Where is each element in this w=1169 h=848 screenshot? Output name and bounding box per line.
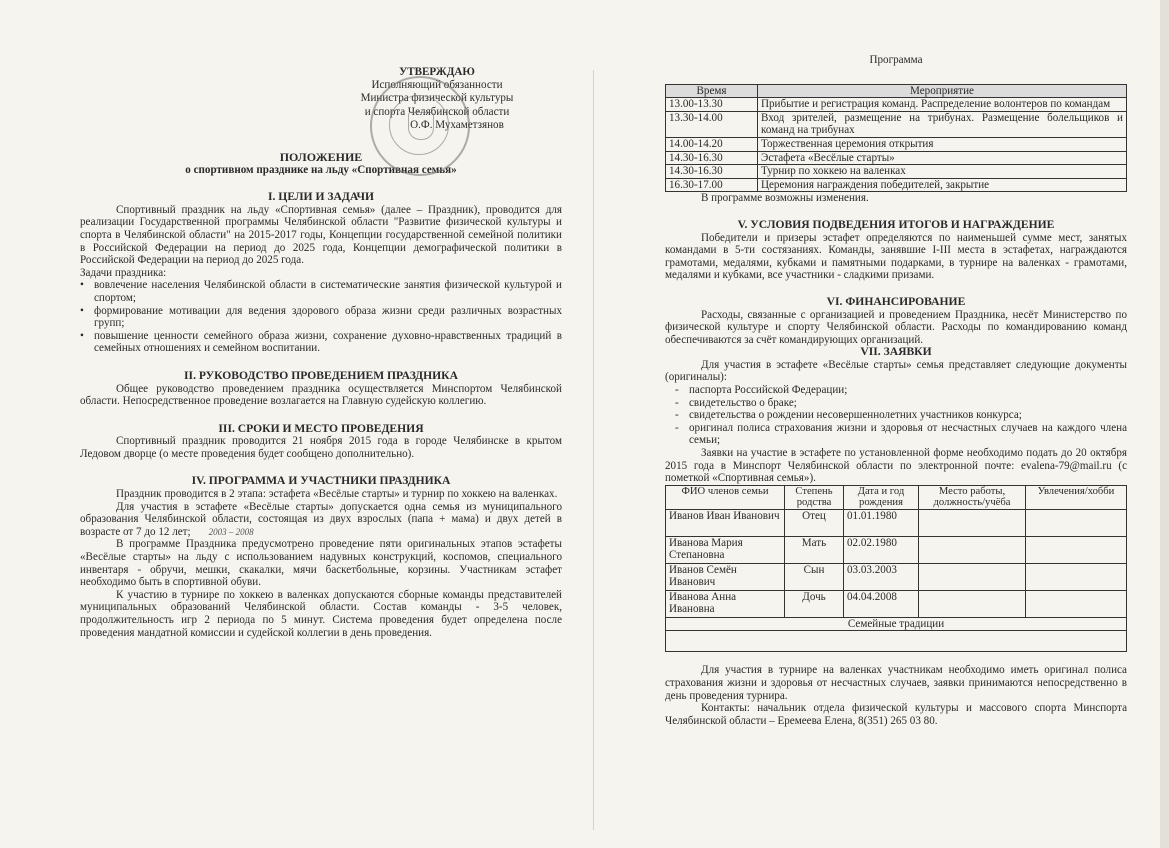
- time-cell: 13.00-13.30: [666, 98, 758, 112]
- event-cell: Церемония награждения победителей, закрытие: [758, 178, 1127, 192]
- birth-cell: 02.02.1980: [844, 536, 919, 563]
- paragraph: Спортивный праздник на льду «Спортивная семья» (далее – Праздник), проводится для реализации Государственной программы Челябинской области "Развитие физической культуры и спорта в Челябинской области" на 2015-2017 годы, Концепции государственной семейной политики в Российской Федерации на период до 2025 года, Концепции демографической политики в Российской Федерации на период до 2025 года.: [80, 203, 562, 267]
- official-seal: [370, 76, 470, 176]
- tasks-label: Задачи праздника:: [80, 266, 167, 279]
- paragraph: Расходы, связанные с организацией и проведением Праздника, несёт Министерство по физической культуре и спорту Челябинской области. Расходы по командированию команд обеспечиваются за счёт командирующих организаций.: [665, 308, 1127, 346]
- paragraph: Контакты: начальник отдела физической культуры и массового спорта Минспорта Челябинской области – Еремеева Елена, 8(351) 265 03 80.: [665, 702, 1127, 727]
- list-item: • формирование мотивации для ведения здорового образа жизни среди различных возрастных групп;: [94, 305, 562, 330]
- table-row: [666, 151, 1127, 165]
- work-cell: [919, 563, 1026, 590]
- approval-line: Министра физической культуры: [360, 92, 514, 105]
- approval-signature: О.Ф. Мухаметзянов: [410, 118, 504, 131]
- hobby-cell: [1026, 536, 1127, 563]
- event-cell: Прибытие и регистрация команд. Распределение волонтеров по командам: [758, 98, 1127, 112]
- paragraph: [80, 501, 562, 539]
- paragraph: В программе Праздника предусмотрено проведение пяти оригинальных этапов эстафеты «Весёлые старты» на льду с использованием надувных конструкций, коспомов, специального инвентаря - обручи, мешки, скакалки, мячи баскетбольные, корзины. Участникам эстафет необходимо быть в спортивной обуви.: [80, 538, 562, 589]
- table-header-row: [666, 84, 1127, 98]
- section-heading: VI. ФИНАНСИРОВАНИЕ: [826, 294, 966, 308]
- paragraph: Спортивный праздник проводится 21 ноября 2015 года в городе Челябинске в крытом Ледовом дворце (о месте проведения будет сообщено дополнительно).: [80, 435, 562, 460]
- program-note: В программе возможны изменения.: [701, 192, 869, 205]
- scan-edge: [1160, 0, 1169, 848]
- page-fold-line: [593, 70, 594, 830]
- table-row: [666, 178, 1127, 192]
- table-row: [666, 98, 1127, 112]
- documents-list: [665, 384, 1127, 447]
- birth-cell: 03.03.2003: [844, 563, 919, 590]
- time-cell: 16.30-17.00: [666, 178, 758, 192]
- section-heading: IV. ПРОГРАММА И УЧАСТНИКИ ПРАЗДНИКА: [191, 474, 451, 488]
- family-application-table: [665, 485, 1127, 653]
- section-heading: V. УСЛОВИЯ ПОДВЕДЕНИЯ ИТОГОВ И НАГРАЖДЕНИЕ: [737, 217, 1055, 231]
- table-row: [666, 563, 1127, 590]
- relation-cell: Сын: [785, 563, 844, 590]
- birth-cell: 01.01.1980: [844, 509, 919, 536]
- table-row: [666, 631, 1127, 652]
- approval-line: Исполняющий обязанности: [371, 79, 503, 92]
- event-cell: Вход зрителей, размещение на трибунах. Размещение болельщиков и команд на трибунах: [758, 111, 1127, 137]
- program-table: [665, 84, 1127, 193]
- relation-cell: Отец: [785, 509, 844, 536]
- table-row: [666, 509, 1127, 536]
- paragraph: Для участия в турнире на валенках участникам необходимо иметь оригинал полиса страхования жизни и здоровья от несчастных случаев, заявки принимаются непосредственно в день проведения турнира.: [665, 664, 1127, 702]
- section-heading: II. РУКОВОДСТВО ПРОВЕДЕНИЕМ ПРАЗДНИКА: [184, 368, 458, 382]
- approval-title: УТВЕРЖДАЮ: [399, 66, 475, 78]
- paragraph: Заявки на участие в эстафете по установленной форме необходимо подать до 20 октября 2015 года в Минспорт Челябинской области по электронной почте: evalena-79@mail.ru (с пометкой «Спортивная семья»).: [665, 447, 1127, 485]
- paragraph: Победители и призеры эстафет определяются по наименьшей сумме мест, занятых командами в 5-ти состязаниях. Команды, занявшие I-III места в эстафетах, награждаются грамотами, медалями, кубками и памятными подарками, в турнире на валенках - грамотами, медалями и кубками, все участники - сладкими призами.: [665, 231, 1127, 282]
- work-cell: [919, 590, 1026, 617]
- column-header: Мероприятие: [758, 84, 1127, 98]
- relation-cell: Дочь: [785, 590, 844, 617]
- event-cell: Торжественная церемония открытия: [758, 137, 1127, 151]
- section-heading: I. ЦЕЛИ И ЗАДАЧИ: [268, 190, 374, 204]
- table-header-row: [666, 485, 1127, 509]
- paragraph: Общее руководство проведением праздника осуществляется Минспортом Челябинской области. Непосредственное проведение возлагается на Главную судейскую коллегию.: [80, 382, 562, 408]
- section-heading: VII. ЗАЯВКИ: [860, 345, 932, 359]
- program-title: Программа: [869, 54, 923, 66]
- paragraph: Праздник проводится в 2 этапа: эстафета «Весёлые старты» и турнир по хоккею на валенках.: [116, 488, 558, 501]
- name-cell: Иванова Анна Ивановна: [666, 590, 785, 617]
- column-header: ФИО членов семьи: [666, 485, 785, 509]
- event-cell: Турнир по хоккею на валенках: [758, 165, 1127, 179]
- table-row: [666, 590, 1127, 617]
- table-row: [666, 165, 1127, 179]
- name-cell: Иванова Мария Степановна: [666, 536, 785, 563]
- column-header: Увлечения/хобби: [1026, 485, 1127, 509]
- event-cell: Эстафета «Весёлые старты»: [758, 151, 1127, 165]
- table-row: [666, 111, 1127, 137]
- table-row: [666, 536, 1127, 563]
- hobby-cell: [1026, 509, 1127, 536]
- time-cell: 14.00-14.20: [666, 137, 758, 151]
- work-cell: [919, 509, 1026, 536]
- table-row: [666, 617, 1127, 631]
- tasks-list: [80, 279, 562, 355]
- birth-cell: 04.04.2008: [844, 590, 919, 617]
- name-cell: Иванов Семён Иванович: [666, 563, 785, 590]
- list-item: - паспорта Российской Федерации;: [689, 384, 1127, 397]
- column-header: Время: [666, 84, 758, 98]
- hobby-cell: [1026, 563, 1127, 590]
- traditions-header: Семейные традиции: [666, 617, 1127, 631]
- hobby-cell: [1026, 590, 1127, 617]
- table-row: [666, 137, 1127, 151]
- document-title: ПОЛОЖЕНИЕ: [279, 150, 363, 165]
- paragraph: К участию в турнире по хоккею в валенках допускаются сборные команды представителей муниципальных образований Челябинской области. Состав команды - 3-5 человек, продолжительность игр 2 периода по 5 минут. Система проведения будет определена после проведения мандатной комиссии и судейской коллегии в день проведения.: [80, 588, 562, 639]
- document-subtitle: о спортивном празднике на льду «Спортивная семья»: [185, 163, 457, 176]
- time-cell: 14.30-16.30: [666, 165, 758, 179]
- traditions-cell: [666, 631, 1127, 652]
- time-cell: 13.30-14.00: [666, 111, 758, 137]
- coat-of-arms-icon: [408, 112, 434, 140]
- column-header: Степень родства: [785, 485, 844, 509]
- time-cell: 14.30-16.30: [666, 151, 758, 165]
- list-item: • повышение ценности семейного образа жизни, сохранение духовно-нравственных традиций в семейных отношениях и семейном воспитании.: [94, 330, 562, 355]
- paragraph-text: Для участия в эстафете «Весёлые старты» допускается одна семья из муниципального образования Челябинской области, состоящая из двух взрослых (папа + мама) и двух детей в возрасте от 7 до 12 лет;: [80, 500, 562, 538]
- work-cell: [919, 536, 1026, 563]
- name-cell: Иванов Иван Иванович: [666, 509, 785, 536]
- column-header: Место работы, должность/учёба: [919, 485, 1026, 509]
- list-item: - оригинал полиса страхования жизни и здоровья от несчастных случаев на каждого члена семьи;: [689, 422, 1127, 447]
- paragraph: Для участия в эстафете «Весёлые старты» семья представляет следующие документы (оригиналы):: [665, 358, 1127, 384]
- left-page: [80, 66, 562, 639]
- column-header: Дата и год рождения: [844, 485, 919, 509]
- handwritten-note: 2003 – 2008: [208, 526, 254, 537]
- relation-cell: Мать: [785, 536, 844, 563]
- list-item: - свидетельства о рождении несовершеннолетних участников конкурса;: [689, 409, 1127, 422]
- list-item: • вовлечение населения Челябинской области в систематические занятия физической культурой и спортом;: [94, 279, 562, 304]
- list-item: - свидетельство о браке;: [689, 397, 1127, 410]
- section-heading: III. СРОКИ И МЕСТО ПРОВЕДЕНИЯ: [218, 421, 424, 435]
- approval-line: и спорта Челябинской области: [364, 105, 510, 118]
- right-page: [665, 54, 1127, 727]
